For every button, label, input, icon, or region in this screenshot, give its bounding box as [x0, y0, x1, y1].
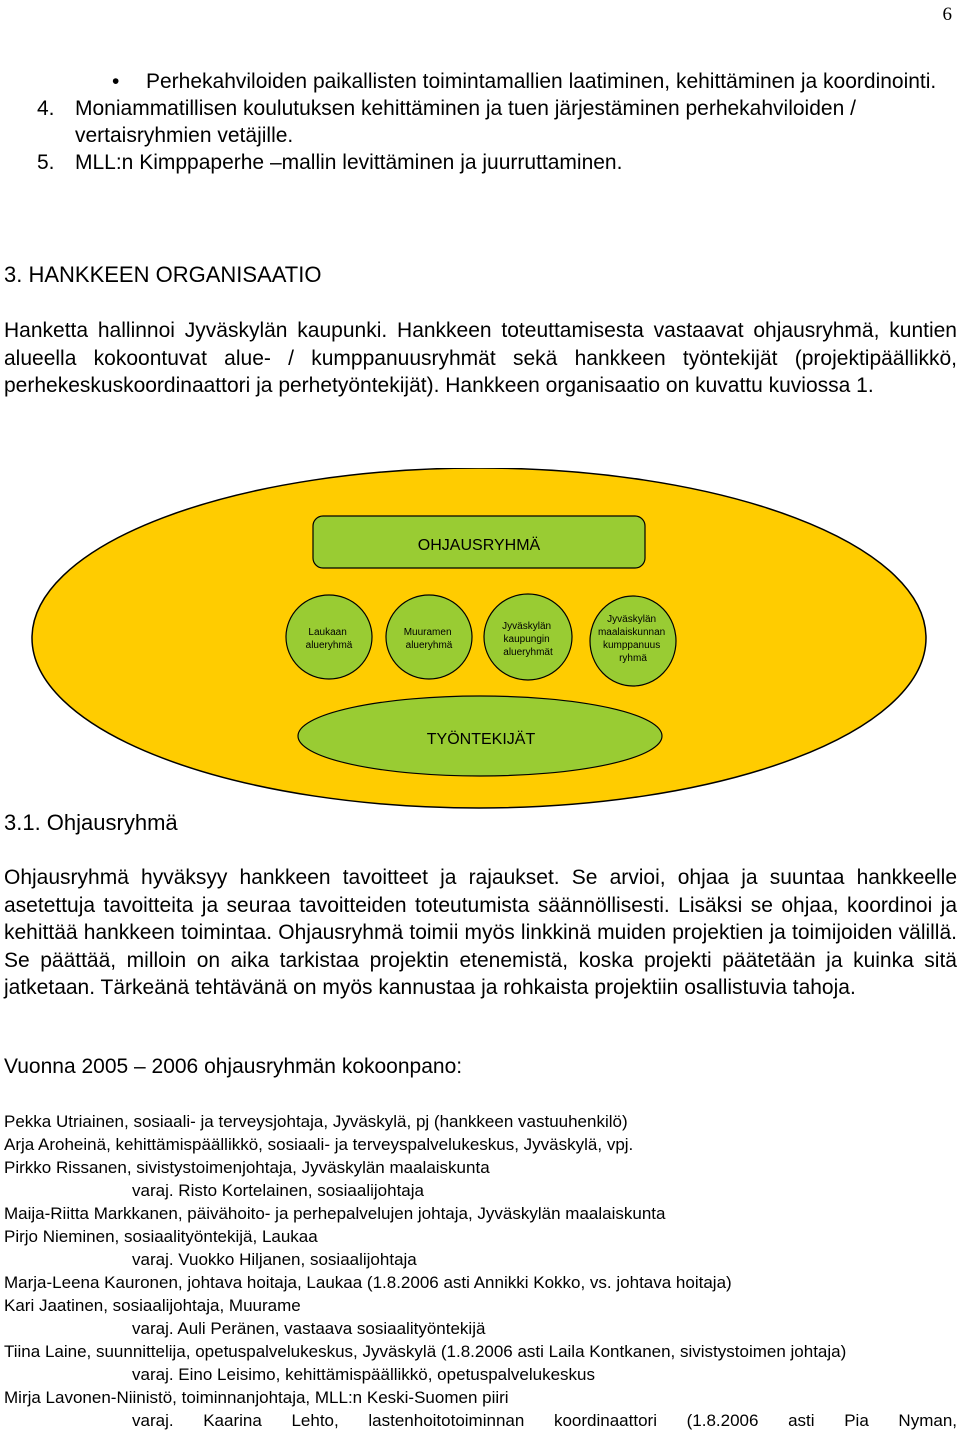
steering-paragraph: Ohjausryhmä hyväksyy hankkeen tavoitteet ja rajaukset. Se arvioi, ohjaa ja suuntaa hankkeelle asetettuja tavoitteita ja seuraa tavoitteiden toteutumista säännöllisesti. Lisäksi se ohjaa, koordinoi ja kehittää hankkeen toimintaa. Ohjausryhmä toimii myös linkkinä muiden projektien ja toimijoiden välillä. Se päättää, milloin on aika tarkistaa projektin etenemistä, koska projekti päätetään ja kuinka sitä jatketaan. Tärkeänä tehtävänä on myös kannustaa ja rohkaista projektiin osallistuvia tahoja.: [4, 866, 957, 999]
group-jyvaskyla-city-line: Jyväskylän: [502, 621, 552, 632]
group-jyvaskyla-rural-line: Jyväskylän: [607, 614, 657, 625]
member-deputy-line: varaj. Auli Peränen, vastaava sosiaalityöntekijä: [132, 1319, 486, 1338]
subsection-heading: 3.1. Ohjausryhmä: [4, 810, 178, 835]
page-number: 6: [942, 4, 952, 25]
member-line: Tiina Laine, suunnittelija, opetuspalvelukeskus, Jyväskylä (1.8.2006 asti Laila Kontkanen, sivistystoimen johtaja): [4, 1342, 847, 1361]
member-line: Arja Aroheinä, kehittämispäällikkö, sosiaali- ja terveyspalvelukeskus, Jyväskylä, vpj.: [4, 1135, 634, 1154]
intro-paragraph: Hanketta hallinnoi Jyväskylän kaupunki. Hankkeen toteuttamisesta vastaavat ohjausryhmä, kuntien alueella kokoontuvat alue- / kumppanuusryhmät sekä hankkeen työntekijät (projektipäällikkö, perhekeskuskoordinaattori ja perhetyöntekijät). Hankkeen organisaatio on kuvattu kuviossa 1.: [4, 319, 957, 397]
section-heading: 3. HANKKEEN ORGANISAATIO: [4, 262, 322, 287]
group-jyvaskyla-rural-line: ryhmä: [619, 653, 647, 664]
member-line: Pirkko Rissanen, sivistystoimenjohtaja, Jyväskylän maalaiskunta: [4, 1158, 490, 1177]
list-item-4: [0, 95, 960, 149]
group-laukaa-line: Laukaan: [308, 627, 347, 638]
group-jyvaskyla-rural-line: maalaiskunnan: [597, 627, 666, 638]
member-deputy-line: varaj. Eino Leisimo, kehittämispäällikkö, opetuspalvelukeskus: [132, 1365, 596, 1384]
group-jyvaskyla-rural-line: kumppanuus: [602, 640, 661, 651]
list-item-text: Moniammatillisen koulutuksen kehittäminen ja tuen järjestäminen perhekahviloiden / vertaisryhmien vetäjille.: [75, 97, 856, 147]
group-jyvaskyla-city-line: kaupungin: [503, 634, 550, 645]
members-list: [4, 1110, 957, 1432]
group-jyvaskyla-city-line: alueryhmät: [503, 647, 553, 658]
group-muurame-line: alueryhmä: [405, 640, 453, 651]
member-line: Maija-Riitta Markkanen, päivähoito- ja perhepalvelujen johtaja, Jyväskylän maalaiskunta: [4, 1204, 666, 1223]
objectives-list: [0, 68, 960, 176]
member-line: Pekka Utriainen, sosiaali- ja terveysjohtaja, Jyväskylä, pj (hankkeen vastuuhenkilö): [4, 1112, 628, 1131]
list-item-marker: 5.: [37, 151, 55, 174]
steering-group-label: OHJAUSRYHMÄ: [417, 537, 541, 554]
group-muurame-line: Muuramen: [403, 627, 452, 638]
list-item-marker: 4.: [37, 97, 55, 120]
list-item-bullet: [0, 68, 960, 95]
group-laukaa-line: alueryhmä: [305, 640, 353, 651]
member-line: Kari Jaatinen, sosiaalijohtaja, Muurame: [4, 1296, 301, 1315]
workers-label: TYÖNTEKIJÄT: [426, 731, 536, 748]
member-line: Pirjo Nieminen, sosiaalityöntekijä, Laukaa: [4, 1227, 318, 1246]
member-deputy-line: varaj. Kaarina Lehto, lastenhoitotoiminnan koordinaattori (1.8.2006 asti Pia Nyman,: [132, 1411, 957, 1430]
member-deputy-line: varaj. Vuokko Hiljanen, sosiaalijohtaja: [132, 1250, 417, 1269]
organisation-diagram: [0, 468, 960, 818]
member-deputy-line: varaj. Risto Kortelainen, sosiaalijohtaja: [132, 1181, 424, 1200]
list-item-text: Perhekahviloiden paikallisten toimintamallien laatiminen, kehittäminen ja koordinointi.: [146, 70, 937, 93]
member-line: Mirja Lavonen-Niinistö, toiminnanjohtaja, MLL:n Keski-Suomen piiri: [4, 1388, 509, 1407]
composition-heading: Vuonna 2005 – 2006 ohjausryhmän kokoonpano:: [4, 1055, 463, 1078]
list-item-5: [0, 149, 960, 176]
svg-text:Jyväskylän kaupungin: [502, 621, 554, 658]
list-item-text: MLL:n Kimppaperhe –mallin levittäminen ja juurruttaminen.: [75, 151, 623, 174]
member-line: Marja-Leena Kauronen, johtava hoitaja, Laukaa (1.8.2006 asti Annikki Kokko, vs. johtava hoitaja): [4, 1273, 732, 1292]
